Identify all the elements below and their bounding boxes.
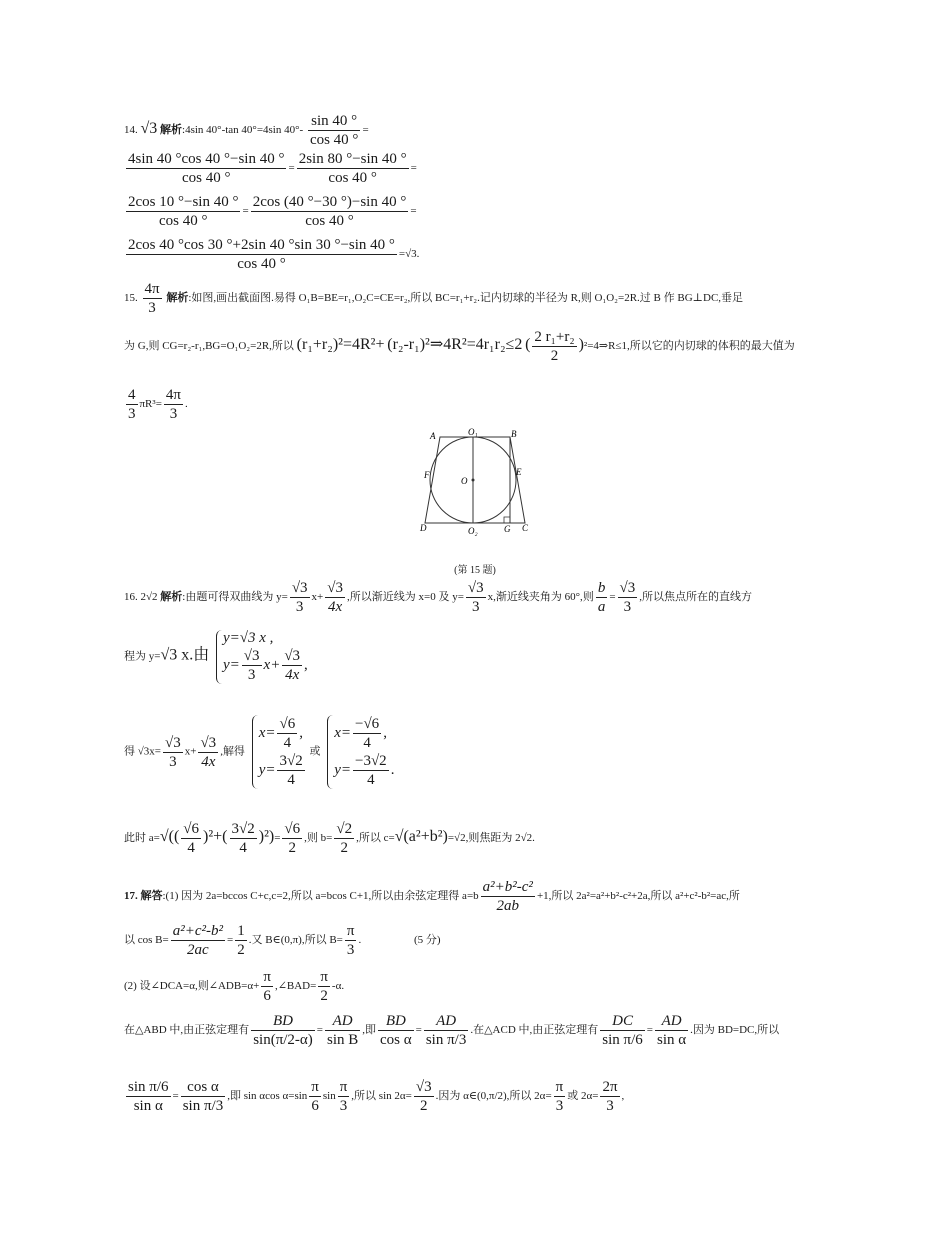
frac-den: 4x	[328, 599, 343, 615]
frac-num: AD	[655, 1012, 688, 1031]
frac	[181, 1078, 226, 1115]
frac	[235, 922, 247, 959]
frac	[126, 1078, 171, 1115]
text: y=	[334, 761, 351, 778]
system-line	[259, 715, 307, 752]
q17-line-5	[124, 1078, 624, 1115]
q15-text-2a: 为 G,则 CG=r₂-r₁,BG=O₁O₂=2R,所以	[124, 340, 294, 353]
frac	[554, 1078, 566, 1115]
frac-den: 4	[187, 840, 195, 856]
frac-num: 2sin 80 °−sin 40 °	[298, 151, 407, 167]
frac-num: √3	[165, 734, 181, 751]
frac-den: sin α	[657, 1032, 687, 1048]
text: √3 x.由	[160, 646, 210, 664]
frac-num: 4π	[144, 281, 160, 297]
q14-frac-0	[308, 112, 361, 149]
text: ,	[621, 1090, 625, 1103]
frac-num: 2cos 10 °−sin 40 °	[128, 194, 239, 210]
system-1	[216, 630, 308, 684]
q15-frac-a	[126, 386, 138, 423]
q14-line-4	[124, 236, 419, 273]
frac-den: sin(π/2-α)	[253, 1032, 313, 1048]
label-o1: O₁	[468, 427, 478, 437]
q17-line-3	[124, 968, 344, 1005]
frac-den: 4	[367, 772, 375, 788]
frac-den: cos 40 °	[181, 170, 231, 186]
frac-den: 2	[419, 1098, 428, 1114]
frac-num: √6	[284, 821, 301, 837]
q15-text-2b: (r₁+r₂)²=4R²+	[296, 336, 385, 354]
q15-text-2c: (r₂-r₁)²⇒4R²=4r₁r₂≤2	[387, 336, 523, 354]
text: y=	[258, 761, 276, 778]
q15-text-1: :如图,画出截面图.易得 O₁B=BE=r₁,O₂C=CE=r₂,所以 BC=r₁+r₂.记内切球的半径为 R,则 O₁O₂=2R.过 B 作 BG⊥DC,垂足	[188, 292, 744, 305]
frac	[655, 1012, 688, 1049]
frac	[338, 1078, 350, 1115]
frac-num: √2	[336, 821, 353, 837]
text: =	[316, 1024, 323, 1037]
frac-num: BD	[378, 1012, 414, 1031]
text: (2) 设∠DCA=α,则∠ADB=α+	[124, 980, 260, 993]
frac-num: √3	[415, 1079, 432, 1095]
frac	[596, 579, 608, 616]
q17-line-4	[124, 1012, 779, 1049]
frac-num: π	[339, 1079, 348, 1095]
text: -α.	[331, 980, 345, 993]
frac-den: 3	[555, 1098, 564, 1114]
text: 在△ABD 中,由正弦定理有	[124, 1024, 250, 1037]
text: ,所以 c=	[356, 832, 395, 845]
q15-text-3end: .	[184, 398, 188, 411]
system-3	[327, 715, 394, 789]
frac	[163, 734, 183, 771]
frac-num: √6	[183, 821, 200, 837]
text: =	[646, 1024, 653, 1037]
label-c: C	[522, 523, 529, 533]
frac-den: 4	[363, 735, 371, 751]
q14-line-2: $\frac{4\sin 40 ^\circ\cos 40 ^\circ-\sin 40 ^\circ}{\cos 40 ^\circ}$ = $\frac{2\sin 80 ^\circ-\sin 40 ^\circ}{\cos 40 ^\circ}$ =	[128, 151, 417, 186]
text: =	[609, 591, 616, 604]
q14-line-3: $\frac{2\cos 10 ^\circ-\sin 40 ^\circ}{\cos 40 ^\circ}$ = $\frac{2\cos (40 ^\circ-30 ^\circ)-\sin 40 ^\circ}{\cos 40 ^\circ}$ =	[128, 194, 417, 229]
frac-den: cos 40 °	[309, 132, 359, 148]
frac-den: 3	[606, 1098, 614, 1114]
frac-den: sin B	[327, 1032, 359, 1048]
frac-den: cos 40 °	[237, 256, 286, 272]
frac-num: √3	[327, 580, 343, 596]
frac-den: 2ab	[496, 898, 520, 914]
frac-num: −3√2	[354, 753, 387, 769]
frac-num: √3	[619, 580, 636, 596]
text: ,所以焦点所在的直线方	[639, 591, 753, 604]
q15-answer	[143, 280, 162, 317]
frac-den: a	[597, 599, 606, 615]
text: ,	[299, 724, 303, 741]
frac	[600, 1012, 645, 1049]
figure-caption: (第 15 题)	[454, 565, 496, 576]
text: x+	[263, 656, 281, 673]
frac	[345, 922, 357, 959]
q15-frac-avg	[532, 328, 576, 365]
frac-num: −√6	[354, 716, 380, 732]
frac-den: sin π/3	[182, 1098, 224, 1114]
frac	[325, 1012, 360, 1049]
frac-den: 4x	[285, 667, 300, 683]
text: ,所以 sin 2α=	[351, 1090, 412, 1103]
frac-den: 2	[320, 988, 328, 1004]
system-2	[252, 715, 307, 789]
text: 得 √3x=	[124, 745, 161, 758]
q14-end: =√3.	[398, 248, 420, 261]
frac	[378, 1012, 414, 1049]
q15-text-3mid: πR³=	[139, 398, 162, 411]
frac	[334, 820, 354, 857]
frac-num: b	[597, 580, 606, 596]
text: 或	[309, 745, 321, 758]
q16-line-3	[124, 715, 394, 789]
frac-den: 2	[288, 840, 297, 856]
text: 以 cos B=	[124, 934, 169, 947]
text: .在△ACD 中,由正弦定理有	[470, 1024, 599, 1037]
system-line	[334, 752, 394, 789]
text: .因为 α∈(0,π/2),所以 2α=	[435, 1090, 552, 1103]
frac-num: DC	[600, 1012, 645, 1031]
label-e: E	[516, 467, 522, 477]
text: x,渐近线夹角为 60°,则	[487, 591, 594, 604]
frac-num: sin π/6	[128, 1079, 169, 1095]
q14-frac-4	[251, 193, 409, 230]
system-line	[259, 752, 307, 789]
text: ,即	[362, 1024, 377, 1037]
q14-frac-3	[126, 193, 240, 230]
frac-num: 4	[128, 387, 136, 403]
frac-num: 1	[237, 923, 245, 939]
center-dot	[472, 479, 475, 482]
frac-den: 3	[169, 406, 178, 422]
frac-den: 4	[239, 840, 247, 856]
text: =	[274, 832, 281, 845]
q14-label: 14.	[124, 124, 138, 137]
frac	[318, 968, 330, 1005]
q14-frac-5	[126, 236, 397, 273]
text: x=	[258, 724, 276, 741]
frac-den: 3	[472, 599, 480, 615]
frac	[171, 922, 225, 959]
frac-num: π	[555, 1079, 564, 1095]
frac	[230, 820, 257, 857]
frac-den: 3	[623, 599, 632, 615]
frac	[261, 968, 273, 1005]
q14-jiexi: 解析	[160, 124, 183, 137]
frac	[251, 1012, 315, 1049]
frac-den: 4	[283, 735, 292, 751]
frac	[282, 647, 302, 684]
frac-num: π	[311, 1079, 319, 1095]
frac-num: AD	[325, 1012, 360, 1031]
q15-label: 15.	[124, 292, 138, 305]
q15-line-3	[124, 386, 188, 423]
frac	[242, 647, 262, 684]
q16-label: 16. 2√2	[124, 591, 158, 604]
frac-den: cos 40 °	[158, 213, 208, 229]
frac-den: 2	[237, 942, 245, 958]
frac-num: √3	[200, 734, 217, 751]
text: +1,所以 2a²=a²+b²-c²+2a,所以 a²+c²-b²=ac,所	[536, 890, 740, 903]
text: =√2,则焦距为 2√2.	[447, 832, 535, 845]
q15-jiexi: 解析	[166, 292, 189, 305]
q17-line-1	[124, 878, 740, 915]
frac-den: 3	[169, 753, 177, 770]
frac-den: 4x	[201, 753, 216, 770]
frac-num: π	[263, 969, 271, 985]
text: 或 2α=	[567, 1090, 599, 1103]
text: :(1) 因为 2a=bccos C+c,c=2,所以 a=bcos C+1,所以由余弦定理得 a=b	[162, 890, 479, 903]
system-line	[334, 715, 394, 752]
text: .因为 BD=DC,所以	[690, 1024, 780, 1037]
frac	[618, 579, 638, 616]
q15-line-1	[124, 280, 743, 317]
text: x=	[334, 724, 351, 741]
text: ,所以渐近线为 x=0 及 y=	[347, 591, 464, 604]
frac-num: 4π	[165, 387, 181, 403]
frac-den: 3	[346, 942, 355, 958]
frac-num: 2π	[602, 1079, 618, 1095]
frac-den: cos 40 °	[305, 213, 354, 229]
text: ,即 sin αcos α=sin	[227, 1090, 308, 1103]
frac	[277, 752, 304, 789]
frac-num: √3	[467, 580, 484, 596]
text: 程为 y=	[124, 650, 161, 663]
frac-den: cos 40 °	[328, 170, 377, 186]
label-f: F	[424, 470, 430, 480]
frac	[353, 715, 381, 752]
q16-jiexi: 解析	[160, 591, 183, 604]
frac-num: 2 r₁+r₂	[534, 329, 575, 345]
q14-answer: √3	[140, 120, 158, 138]
q14-intro: :4sin 40°-tan 40°=4sin 40°-	[182, 124, 304, 137]
text: 此时 a=	[124, 832, 160, 845]
frac-den: 3	[128, 406, 136, 422]
label-o2: O₂	[468, 526, 478, 536]
frac-num: π	[346, 923, 355, 939]
frac	[290, 579, 310, 616]
q14-frac-1	[126, 150, 286, 187]
text: =	[227, 934, 234, 947]
q16-text-1: :由题可得双曲线为 y=	[182, 591, 288, 604]
frac	[424, 1012, 469, 1049]
frac-num: a²+c²-b²	[172, 923, 223, 939]
frac-num: 4sin 40 °cos 40 °−sin 40 °	[128, 151, 285, 167]
frac-num: √3	[291, 580, 308, 596]
frac	[353, 752, 389, 789]
q14-frac-2	[297, 150, 409, 187]
text: ,∠BAD=	[274, 980, 317, 993]
frac-den: 3	[339, 1098, 348, 1114]
text: x+	[311, 591, 324, 604]
system-line: y=√3 x ,	[223, 630, 274, 646]
text: ,则 b=	[304, 832, 333, 845]
text: =	[415, 1024, 422, 1037]
frac-num: π	[320, 969, 328, 985]
text: √(a²+b²)	[394, 828, 448, 846]
q16-line-2	[124, 630, 308, 684]
frac-den: cos α	[380, 1032, 412, 1048]
label-b: B	[511, 429, 517, 439]
frac	[282, 820, 302, 857]
text: x+	[184, 745, 197, 758]
label-d: D	[420, 523, 427, 533]
right-angle-mark	[504, 517, 510, 523]
system-line	[223, 647, 308, 684]
text: y=	[223, 656, 240, 673]
frac-num: √3	[284, 648, 301, 664]
frac	[481, 878, 535, 915]
q15-line-2: 为 G,则 CG=r₂-r₁,BG=O₁O₂=2R,所以 (r₁+r₂)²=4R²+ (r₂-r₁)²⇒4R²=4r₁r₂≤2 ( $\frac{\text{2 r₁+r₂}}{2}$ )²=4⇒R≤1,所以它的内切球的体积的最大值为	[124, 329, 795, 364]
frac-den: 2	[550, 348, 559, 364]
frac-num: 2cos (40 °−30 °)−sin 40 °	[252, 194, 407, 210]
frac-num: cos α	[181, 1078, 226, 1097]
frac-num: √6	[279, 716, 296, 732]
text: =	[172, 1090, 179, 1103]
frac-num: 3√2	[279, 753, 303, 769]
q15-frac-b	[164, 386, 183, 423]
frac	[325, 579, 345, 616]
frac-den: 3	[247, 667, 256, 683]
text: ,	[304, 656, 308, 673]
frac	[600, 1078, 619, 1115]
text: ,	[383, 724, 387, 741]
label-o: O	[461, 476, 468, 486]
text: sin	[322, 1090, 336, 1103]
frac-num: √3	[243, 648, 260, 664]
frac-den: 2	[340, 840, 348, 856]
frac	[414, 1078, 434, 1115]
frac-num: a²+b²-c²	[482, 879, 533, 895]
text: .又 B∈(0,π),所以 B=	[248, 934, 343, 947]
frac-num: AD	[424, 1012, 469, 1031]
frac-den: 2ac	[187, 942, 209, 958]
frac-den: sin π/3	[425, 1032, 467, 1048]
frac-den: 4	[287, 772, 295, 788]
q16-line-4: 此时 a=√(( $\frac{√6}{4}$ )²+( $\frac{3√2}{4}$ )²)= $\frac{√6}{2}$ ,则 b= $\frac{√2}{2}$ ,所以 c=√(a²+b²)=√2,则焦距为 2√2.	[124, 821, 535, 856]
frac-den: sin π/6	[602, 1032, 643, 1048]
frac	[277, 715, 297, 752]
text: .	[358, 934, 362, 947]
frac-den: 6	[311, 1098, 319, 1114]
label-g: G	[504, 524, 511, 534]
q16-line-1	[124, 579, 752, 616]
frac-num: BD	[251, 1012, 315, 1031]
frac-num: sin 40 °	[308, 112, 361, 131]
frac	[309, 1078, 321, 1115]
frac-den: sin α	[133, 1098, 163, 1114]
frac-den: 6	[263, 988, 271, 1004]
text: .	[390, 761, 395, 778]
label-a: A	[430, 431, 436, 441]
frac-den: 3	[295, 599, 304, 615]
q15-figure	[415, 425, 535, 540]
frac	[466, 579, 486, 616]
q17-line-2	[124, 922, 441, 959]
frac-num: 3√2	[231, 821, 255, 837]
text: ,解得	[220, 745, 245, 758]
frac-den: 3	[148, 300, 156, 316]
frac	[181, 820, 201, 857]
frac	[198, 734, 218, 771]
frac-num: 2cos 40 °cos 30 °+2sin 40 °sin 30 °−sin 40 °	[128, 237, 395, 253]
score-note: (5 分)	[413, 934, 441, 947]
q17-label: 17. 解答	[124, 890, 163, 903]
q15-text-2d: ²=4⇒R≤1,所以它的内切球的体积的最大值为	[583, 340, 795, 353]
q14-line-1: 14. √3 解析:4sin 40°-tan 40°=4sin 40°- $\frac{\sin 40 ^\circ}{\cos 40 ^\circ}$ =	[124, 113, 369, 148]
